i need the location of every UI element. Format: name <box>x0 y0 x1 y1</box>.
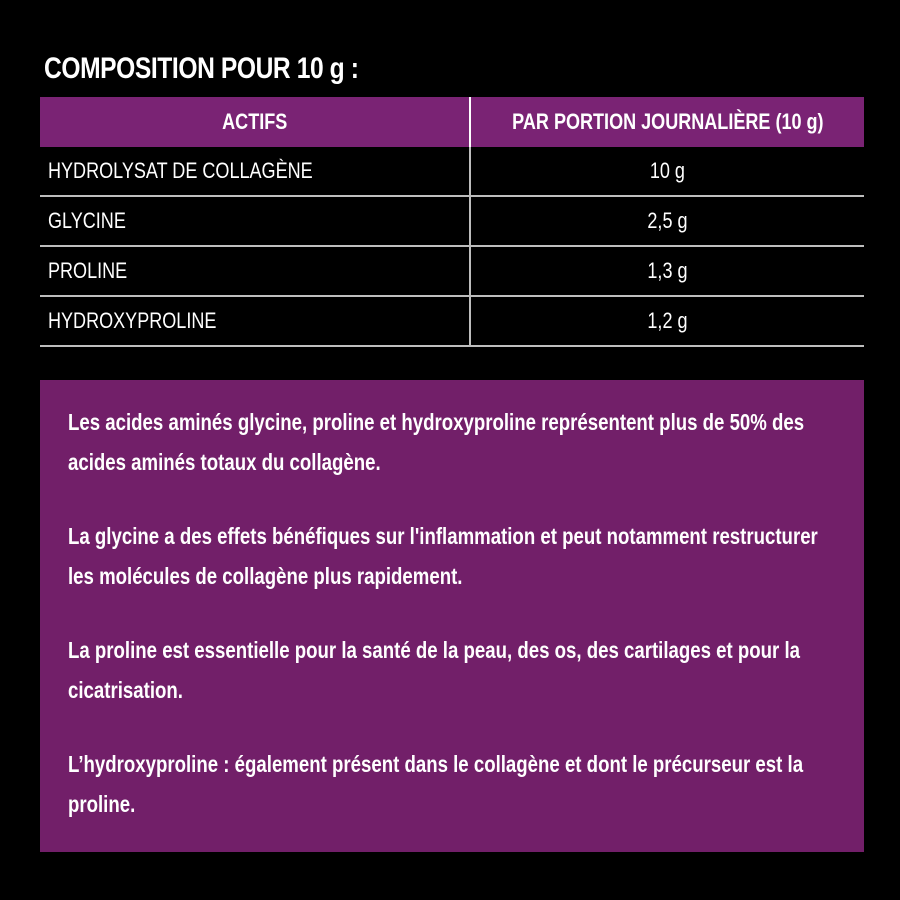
page-title: COMPOSITION POUR 10 g : <box>44 52 359 85</box>
info-paragraph-proline: La proline est essentielle pour la santé de la peau, des os, des cartilages et pour la cicatrisation. <box>68 637 801 703</box>
ingredient-name: HYDROLYSAT DE COLLAGÈNE <box>40 147 470 196</box>
composition-table <box>40 97 864 347</box>
column-header-actifs: ACTIFS <box>40 97 470 147</box>
ingredient-name: HYDROXYPROLINE <box>40 296 470 346</box>
table-row <box>40 147 864 196</box>
info-paragraph-hydroxyproline: L’hydroxyproline : également présent dans le collagène et dont le précurseur est la proline. <box>68 751 804 817</box>
table-row <box>40 196 864 246</box>
table-row <box>40 246 864 296</box>
ingredient-name: PROLINE <box>40 246 470 296</box>
ingredient-amount: 1,2 g <box>470 296 864 346</box>
ingredient-name: GLYCINE <box>40 196 470 246</box>
ingredient-amount: 10 g <box>470 147 864 196</box>
info-paragraph-amino-acids: Les acides aminés glycine, proline et hydroxyproline représentent plus de 50% des acides aminés totaux du collagène. <box>68 409 805 475</box>
table-header-row <box>40 97 864 147</box>
info-box <box>40 380 864 852</box>
column-header-portion: PAR PORTION JOURNALIÈRE (10 g) <box>470 97 864 147</box>
ingredient-amount: 2,5 g <box>470 196 864 246</box>
table-row <box>40 296 864 346</box>
info-paragraph-glycine: La glycine a des effets bénéfiques sur l'inflammation et peut notamment restructurer les molécules de collagène plus rapidement. <box>68 523 818 589</box>
ingredient-amount: 1,3 g <box>470 246 864 296</box>
